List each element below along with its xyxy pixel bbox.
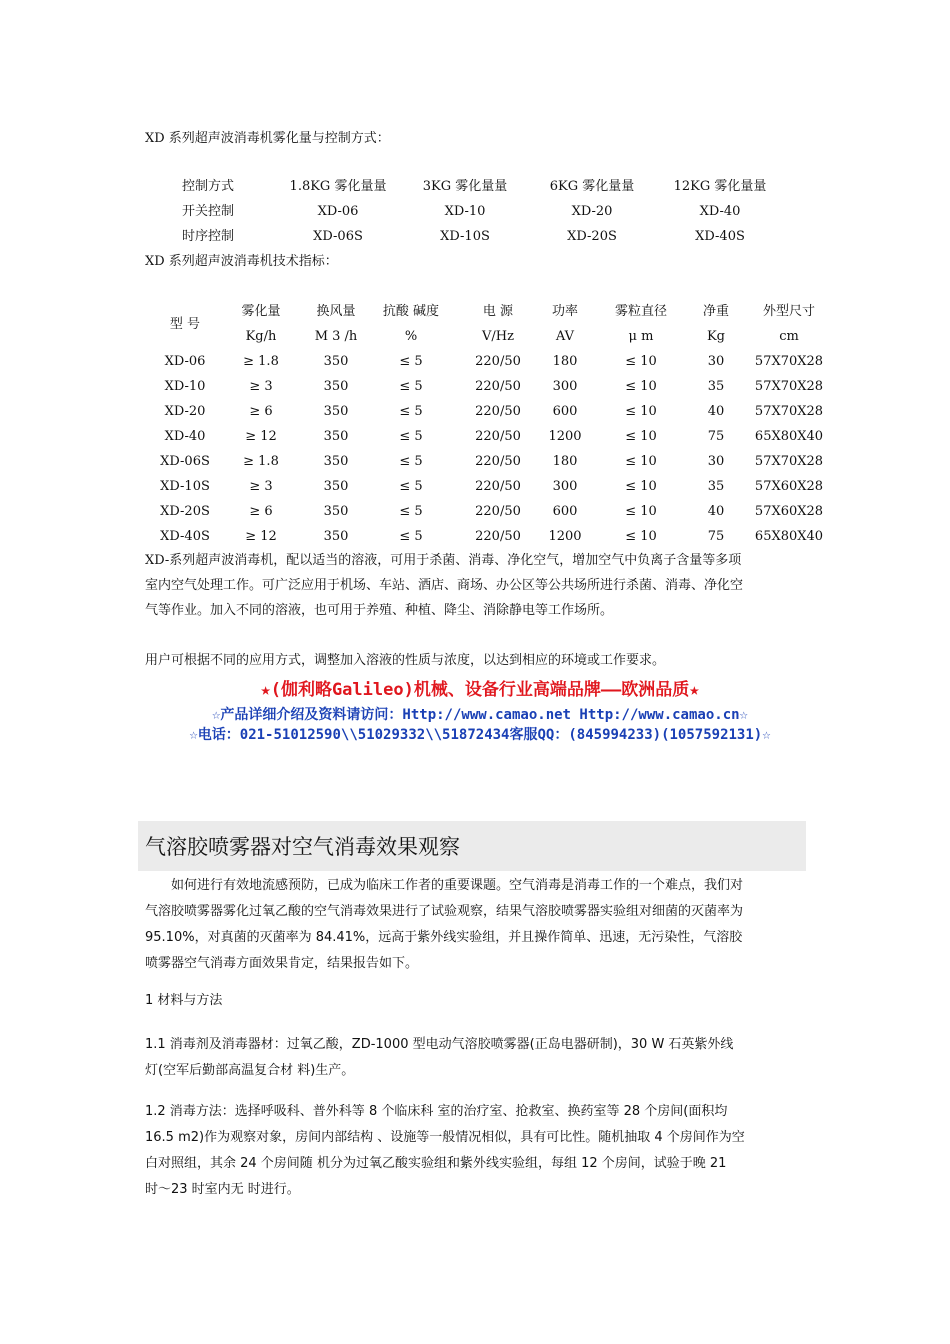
table-cell: 180 [552, 354, 578, 369]
table-cell: 35 [707, 379, 725, 394]
table-cell: 350 [323, 354, 349, 369]
paragraph-line: 1.2 消毒方法：选择呼吸科、普外科等 8 个临床科 室的治疗室、抢救室、换药室等 28 个房间(面积均 [145, 1104, 728, 1119]
table-cell: 300 [552, 479, 578, 494]
table-cell: 350 [323, 379, 349, 394]
table-cell: XD-40S [695, 229, 745, 244]
table-cell: XD-40 [699, 204, 741, 219]
table-cell: ≤ 5 [399, 454, 423, 469]
table-header-cell: 外型尺寸 [762, 304, 815, 319]
table-header-cell: 控制方式 [181, 179, 234, 194]
table-header-model: 型 号 [169, 317, 201, 332]
section-1-2 [145, 1099, 807, 1203]
table-cell: XD-10S [440, 229, 490, 244]
table-header-unit: AV [555, 329, 575, 344]
table-cell: 180 [552, 454, 578, 469]
table-cell: 35 [707, 479, 725, 494]
table-cell: 350 [323, 529, 349, 544]
table-cell: 220/50 [475, 379, 521, 394]
table-row-model: XD-20 [164, 404, 206, 419]
paragraph-line: 室内空气处理工作。可广泛应用于机场、车站、酒店、商场、办公区等公共场所进行杀菌、消毒、净化空 [145, 578, 744, 593]
user-note: 用户可根据不同的应用方式，调整加入溶液的性质与浓度，以达到相应的环境或工作要求。 [145, 653, 666, 668]
table-cell: 57X70X28 [754, 454, 824, 469]
table-cell: ≤ 5 [399, 429, 423, 444]
table-header-unit: cm [779, 329, 799, 344]
paragraph-line: 灯(空军后勤部高温复合材 料)生产。 [145, 1063, 355, 1078]
table-cell: 40 [707, 404, 725, 419]
table-header-cell: 1.8KG 雾化量量 [289, 179, 387, 194]
paragraph-line: 16.5 m2)作为观察对象，房间内部结构 、设施等一般情况相似，具有可比性。随机抽取 4 个房间作为空 [145, 1130, 745, 1145]
table-cell: 600 [552, 404, 578, 419]
table-cell: XD-20 [571, 204, 613, 219]
table-header-cell: 雾化量 [241, 304, 281, 319]
table-cell: 220/50 [475, 454, 521, 469]
table-cell: XD-06S [313, 229, 363, 244]
table-cell: 220/50 [475, 504, 521, 519]
table-cell: 350 [323, 479, 349, 494]
paragraph-line: 时～23 时室内无 时进行。 [145, 1182, 300, 1197]
table-cell: 65X80X40 [754, 429, 824, 444]
table-cell: 65X80X40 [754, 529, 824, 544]
paragraph-line: 喷雾器空气消毒方面效果肯定，结果报告如下。 [145, 956, 419, 971]
table-header-cell: 12KG 雾化量量 [673, 179, 767, 194]
table-cell: 75 [707, 429, 725, 444]
article-intro [145, 873, 807, 977]
table-row-model: XD-40 [164, 429, 206, 444]
article-title: 气溶胶喷雾器对空气消毒效果观察 [145, 835, 460, 859]
table-cell: 220/50 [475, 354, 521, 369]
table-cell: ≤ 10 [625, 529, 657, 544]
table-row-model: XD-20S [160, 504, 210, 519]
table-header-cell: 净重 [702, 304, 729, 319]
table-cell: ≤ 10 [625, 479, 657, 494]
table-cell: 220/50 [475, 479, 521, 494]
table-cell: ≤ 5 [399, 529, 423, 544]
table-header-unit: μ m [628, 329, 654, 344]
table-cell: 220/50 [475, 429, 521, 444]
table-cell: ≥ 1.8 [243, 454, 279, 469]
table-cell: 57X60X28 [754, 479, 824, 494]
paragraph-line: 95.10%，对真菌的灭菌率为 84.41%，远高于紫外线实验组，并且操作简单、迅速，无污染性，气溶胶 [145, 930, 743, 945]
table-header-cell: 电 源 [482, 304, 514, 319]
section-heading-materials: 1 材料与方法 [145, 993, 223, 1008]
table-cell: 350 [323, 504, 349, 519]
table-cell: 600 [552, 504, 578, 519]
table-cell: ≥ 6 [249, 404, 273, 419]
table-cell: ≤ 10 [625, 429, 657, 444]
table-row-model: XD-40S [160, 529, 210, 544]
table-cell: ≤ 5 [399, 379, 423, 394]
table-cell: ≤ 5 [399, 479, 423, 494]
table-header-cell: 3KG 雾化量量 [422, 179, 508, 194]
table-header-unit: Kg [706, 329, 726, 344]
promo-brand-line: ★(伽利略Galileo)机械、设备行业高端品牌——欧洲品质★ [260, 680, 700, 700]
section-1-1 [145, 1032, 807, 1084]
table-row-model: XD-10S [160, 479, 210, 494]
table-header-cell: 换风量 [316, 304, 356, 319]
table-cell: ≥ 3 [249, 479, 273, 494]
table-cell: ≤ 10 [625, 504, 657, 519]
table-cell: ≤ 5 [399, 404, 423, 419]
table-cell: XD-20S [567, 229, 617, 244]
table-cell: ≤ 10 [625, 379, 657, 394]
table-cell: 57X70X28 [754, 354, 824, 369]
table-header-cell: 雾粒直径 [614, 304, 667, 319]
table-cell: 350 [323, 404, 349, 419]
table-cell: 350 [323, 454, 349, 469]
table-cell: ≥ 3 [249, 379, 273, 394]
table-header-unit: Kg/h [245, 329, 277, 344]
table-header-unit: V/Hz [482, 329, 514, 344]
table-row-model: XD-10 [164, 379, 206, 394]
table-header-unit: % [404, 329, 418, 344]
promo-phone-line: ☆电话：021-51012590\\51029332\\51872434客服QQ：(845994233)(1057592131)☆ [189, 727, 771, 743]
table-header-cell: 功率 [551, 304, 578, 319]
paragraph-line: XD-系列超声波消毒机，配以适当的溶液，可用于杀菌、消毒、净化空气，增加空气中负离子含量等多项 [145, 553, 742, 568]
table-cell: 40 [707, 504, 725, 519]
table-cell: ≥ 6 [249, 504, 273, 519]
table-header-unit: M 3 /h [314, 329, 358, 344]
table-header-cell: 6KG 雾化量量 [549, 179, 635, 194]
table-cell: XD-06 [317, 204, 359, 219]
table-cell: 350 [323, 429, 349, 444]
table-cell: ≤ 10 [625, 454, 657, 469]
paragraph-line: 气等作业。加入不同的溶液，也可用于养殖、种植、降尘、消除静电等工作场所。 [145, 603, 614, 618]
table-cell: ≤ 5 [399, 504, 423, 519]
paragraph-line: 如何进行有效地流感预防，已成为临床工作者的重要课题。空气消毒是消毒工作的一个难点，我们对 [171, 878, 744, 893]
table-row-model: XD-06S [160, 454, 210, 469]
table-cell: ≥ 1.8 [243, 354, 279, 369]
table-cell: 30 [707, 354, 725, 369]
description-paragraph [145, 548, 807, 623]
table-cell: ≤ 10 [625, 404, 657, 419]
table-cell: 57X70X28 [754, 404, 824, 419]
table-cell: ≤ 5 [399, 354, 423, 369]
table-row-model: XD-06 [164, 354, 206, 369]
table-cell: ≥ 12 [245, 529, 277, 544]
table-cell: 75 [707, 529, 725, 544]
table-cell: XD-10 [444, 204, 486, 219]
table-cell: 300 [552, 379, 578, 394]
table-cell: 57X60X28 [754, 504, 824, 519]
table-header-cell: 抗酸 碱度 [382, 304, 440, 319]
section-title-atomization: XD 系列超声波消毒机雾化量与控制方式： [145, 131, 390, 146]
table-cell: 1200 [548, 529, 582, 544]
table-cell: 时序控制 [181, 229, 234, 244]
paragraph-line: 1.1 消毒剂及消毒器材：过氧乙酸，ZD-1000 型电动气溶胶喷雾器(正岛电器研制)，30 W 石英紫外线 [145, 1037, 734, 1052]
table-cell: 30 [707, 454, 725, 469]
paragraph-line: 白对照组，其余 24 个房间随 机分为过氧乙酸实验组和紫外线实验组，每组 12 个房间，试验于晚 21 [145, 1156, 727, 1171]
table-cell: 220/50 [475, 404, 521, 419]
table-cell: 57X70X28 [754, 379, 824, 394]
table-cell: ≤ 10 [625, 354, 657, 369]
table-cell: 220/50 [475, 529, 521, 544]
paragraph-line: 气溶胶喷雾器雾化过氧乙酸的空气消毒效果进行了试验观察，结果气溶胶喷雾器实验组对细菌的灭菌率为 [145, 904, 744, 919]
table-cell: 1200 [548, 429, 582, 444]
table-cell: ≥ 12 [245, 429, 277, 444]
promo-website-line: ☆产品详细介绍及资料请访问：Http://www.camao.net Http://www.camao.cn☆ [211, 707, 748, 723]
table-cell: 开关控制 [181, 204, 234, 219]
section-title-specs: XD 系列超声波消毒机技术指标： [145, 254, 338, 269]
